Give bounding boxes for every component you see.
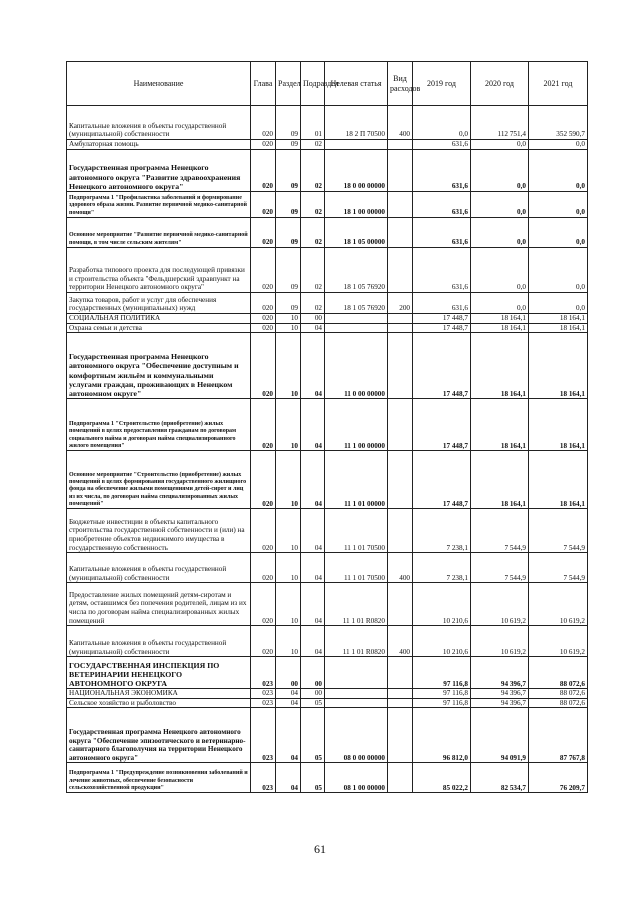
row-subsection: 04	[301, 626, 325, 657]
row-chapter: 020	[251, 399, 276, 451]
row-target: 11 1 00 00000	[325, 399, 388, 451]
row-chapter: 023	[251, 708, 276, 763]
row-exptype: 400	[388, 626, 413, 657]
row-chapter: 020	[251, 451, 276, 509]
row-exptype: 400	[388, 553, 413, 583]
row-exptype	[388, 689, 413, 699]
row-2020: 18 164,1	[471, 314, 529, 324]
row-2021: 0,0	[529, 192, 588, 218]
header-section: Раздел	[276, 62, 301, 106]
row-exptype	[388, 218, 413, 248]
row-2019: 17 448,7	[413, 399, 471, 451]
table-row	[67, 314, 588, 324]
budget-table	[66, 61, 588, 793]
row-subsection: 05	[301, 698, 325, 708]
row-subsection: 04	[301, 451, 325, 509]
row-subsection: 02	[301, 218, 325, 248]
row-chapter: 020	[251, 583, 276, 626]
row-name: Закупка товаров, работ и услуг для обеспечения государственных (муниципальных) нужд	[67, 293, 251, 314]
row-target	[325, 314, 388, 324]
row-section: 10	[276, 583, 301, 626]
row-name: Подпрограмма 1 "Строительство (приобретение) жилых помещений в целях предоставления гражданам по договорам социального найма и договорам найма специализированного жилого помещения"	[67, 399, 251, 451]
row-2019: 17 448,7	[413, 323, 471, 333]
row-name: НАЦИОНАЛЬНАЯ ЭКОНОМИКА	[67, 689, 251, 699]
row-2021: 10 619,2	[529, 626, 588, 657]
row-section: 09	[276, 192, 301, 218]
page-number: 61	[314, 842, 326, 856]
table-row	[67, 150, 588, 192]
row-2021: 18 164,1	[529, 314, 588, 324]
row-name: Государственная программа Ненецкого автономного округа "Развитие здравоохранения Ненецкого автономного округа"	[67, 150, 251, 192]
table-row	[67, 626, 588, 657]
row-2021: 88 072,6	[529, 657, 588, 689]
row-2020: 0,0	[471, 150, 529, 192]
header-2019: 2019 год	[413, 62, 471, 106]
header-target: Целевая статья	[325, 62, 388, 106]
table-row	[67, 698, 588, 708]
row-target: 08 1 00 00000	[325, 763, 388, 793]
row-section: 10	[276, 553, 301, 583]
row-target: 08 0 00 00000	[325, 708, 388, 763]
row-target: 11 1 01 70500	[325, 509, 388, 553]
row-2020: 82 534,7	[471, 763, 529, 793]
row-section: 04	[276, 708, 301, 763]
table-row	[67, 583, 588, 626]
row-subsection: 00	[301, 689, 325, 699]
row-section: 09	[276, 293, 301, 314]
row-2019: 85 022,2	[413, 763, 471, 793]
header-subsection: Подраздел	[301, 62, 325, 106]
table-row	[67, 708, 588, 763]
row-chapter: 020	[251, 150, 276, 192]
row-2020: 18 164,1	[471, 451, 529, 509]
row-section: 10	[276, 509, 301, 553]
row-exptype	[388, 583, 413, 626]
row-2021: 7 544,9	[529, 509, 588, 553]
row-name: Основное мероприятие "Развитие первичной медико-санитарной помощи, в том числе сельским жителям"	[67, 218, 251, 248]
row-target: 18 1 05 76920	[325, 248, 388, 293]
row-2021: 352 590,7	[529, 106, 588, 140]
row-2021: 10 619,2	[529, 583, 588, 626]
row-name: Подпрограмма 1 "Предупреждение возникновения заболеваний и лечение животных, обеспечение безопасности сельскохозяйственной продукции"	[67, 763, 251, 793]
row-name: Капитальные вложения в объекты государственной (муниципальной) собственности	[67, 626, 251, 657]
row-chapter: 020	[251, 509, 276, 553]
table-body	[67, 106, 588, 793]
row-name: Государственная программа Ненецкого автономного округа "Обеспечение эпизоотического и ветеринарно-санитарного благополучия на территории Ненецкого автономного округа"	[67, 708, 251, 763]
row-2021: 18 164,1	[529, 399, 588, 451]
row-name: Амбулаторная помощь	[67, 140, 251, 150]
row-subsection: 04	[301, 583, 325, 626]
row-name: Капитальные вложения в объекты государственной (муниципальной) собственности	[67, 553, 251, 583]
row-subsection: 02	[301, 293, 325, 314]
row-2019: 0,0	[413, 106, 471, 140]
row-name: Бюджетные инвестиции в объекты капитального строительства государственной собственности и (или) на приобретение объектов недвижимого имущества в государственную собственность	[67, 509, 251, 553]
row-target: 11 1 01 00000	[325, 451, 388, 509]
row-2019: 7 238,1	[413, 509, 471, 553]
row-chapter: 020	[251, 293, 276, 314]
row-target: 18 1 00 00000	[325, 192, 388, 218]
row-2020: 0,0	[471, 140, 529, 150]
row-target: 11 1 01 R0820	[325, 626, 388, 657]
row-target	[325, 323, 388, 333]
row-2019: 97 116,8	[413, 689, 471, 699]
row-2020: 0,0	[471, 248, 529, 293]
row-name: Охрана семьи и детства	[67, 323, 251, 333]
table-row	[67, 106, 588, 140]
table-row	[67, 399, 588, 451]
row-name: ГОСУДАРСТВЕННАЯ ИНСПЕКЦИЯ ПО ВЕТЕРИНАРИИ НЕНЕЦКОГО АВТОНОМНОГО ОКРУГА	[67, 657, 251, 689]
row-2019: 10 210,6	[413, 626, 471, 657]
row-name: Разработка типового проекта для последующей привязки и строительства объекта "Фельдшерский здравпункт на территории Ненецкого автономного округа"	[67, 248, 251, 293]
row-exptype	[388, 150, 413, 192]
row-chapter: 023	[251, 763, 276, 793]
row-subsection: 05	[301, 708, 325, 763]
row-2020: 7 544,9	[471, 553, 529, 583]
row-2020: 0,0	[471, 293, 529, 314]
table-row	[67, 553, 588, 583]
row-2019: 96 812,0	[413, 708, 471, 763]
row-subsection: 02	[301, 150, 325, 192]
row-name: Государственная программа Ненецкого автономного округа "Обеспечение доступным и комфортным жильём и коммунальными услугами граждан, проживающих в Ненецком автономном округе"	[67, 333, 251, 399]
row-2019: 631,6	[413, 218, 471, 248]
row-subsection: 04	[301, 553, 325, 583]
row-exptype	[388, 323, 413, 333]
row-exptype	[388, 509, 413, 553]
table-row	[67, 293, 588, 314]
row-subsection: 02	[301, 192, 325, 218]
row-target: 18 1 05 00000	[325, 218, 388, 248]
row-name: СОЦИАЛЬНАЯ ПОЛИТИКА	[67, 314, 251, 324]
row-2021: 0,0	[529, 293, 588, 314]
row-2020: 10 619,2	[471, 626, 529, 657]
table-row	[67, 509, 588, 553]
row-subsection: 00	[301, 657, 325, 689]
row-2019: 7 238,1	[413, 553, 471, 583]
row-section: 04	[276, 698, 301, 708]
row-chapter: 020	[251, 218, 276, 248]
row-subsection: 04	[301, 323, 325, 333]
row-exptype	[388, 763, 413, 793]
row-exptype	[388, 192, 413, 218]
row-2019: 10 210,6	[413, 583, 471, 626]
row-2021: 0,0	[529, 140, 588, 150]
header-2020: 2020 год	[471, 62, 529, 106]
table-row	[67, 689, 588, 699]
row-2020: 94 396,7	[471, 657, 529, 689]
row-chapter: 023	[251, 657, 276, 689]
row-name: Основное мероприятие "Строительство (приобретение) жилых помещений в целях формирования государственного жилищного фонда на обеспечение жилыми помещениями детей-сирот и лиц из их числа, по договорам найма специализированных жилых помещений"	[67, 451, 251, 509]
row-2019: 631,6	[413, 192, 471, 218]
row-2019: 97 116,8	[413, 657, 471, 689]
row-section: 09	[276, 150, 301, 192]
table-row	[67, 323, 588, 333]
row-exptype	[388, 657, 413, 689]
row-chapter: 020	[251, 323, 276, 333]
row-2019: 17 448,7	[413, 451, 471, 509]
table-row	[67, 140, 588, 150]
table-row	[67, 451, 588, 509]
row-chapter: 020	[251, 626, 276, 657]
row-target	[325, 140, 388, 150]
row-exptype	[388, 698, 413, 708]
row-2021: 0,0	[529, 248, 588, 293]
row-2021: 87 767,8	[529, 708, 588, 763]
row-2020: 18 164,1	[471, 399, 529, 451]
row-section: 10	[276, 333, 301, 399]
row-2020: 0,0	[471, 218, 529, 248]
row-chapter: 023	[251, 689, 276, 699]
table-row	[67, 218, 588, 248]
row-2020: 10 619,2	[471, 583, 529, 626]
row-chapter: 020	[251, 553, 276, 583]
row-exptype	[388, 248, 413, 293]
table-row	[67, 657, 588, 689]
row-2021: 0,0	[529, 150, 588, 192]
row-subsection: 04	[301, 399, 325, 451]
row-2021: 18 164,1	[529, 333, 588, 399]
row-2021: 76 209,7	[529, 763, 588, 793]
row-2019: 631,6	[413, 248, 471, 293]
row-subsection: 01	[301, 106, 325, 140]
row-target	[325, 689, 388, 699]
row-section: 09	[276, 140, 301, 150]
row-exptype: 200	[388, 293, 413, 314]
row-2019: 17 448,7	[413, 333, 471, 399]
row-section: 10	[276, 451, 301, 509]
row-exptype	[388, 314, 413, 324]
row-target	[325, 698, 388, 708]
row-exptype	[388, 451, 413, 509]
row-name: Подпрограмма 1 "Профилактика заболеваний и формирование здорового образа жизни. Развитие первичной медико-санитарной помощи"	[67, 192, 251, 218]
row-2021: 7 544,9	[529, 553, 588, 583]
row-section: 10	[276, 626, 301, 657]
row-2019: 97 116,8	[413, 698, 471, 708]
row-2020: 94 091,9	[471, 708, 529, 763]
table-row	[67, 192, 588, 218]
row-2020: 18 164,1	[471, 333, 529, 399]
row-2019: 631,6	[413, 150, 471, 192]
row-2019: 631,6	[413, 140, 471, 150]
header-chapter: Глава	[251, 62, 276, 106]
row-2020: 0,0	[471, 192, 529, 218]
row-2021: 18 164,1	[529, 451, 588, 509]
row-subsection: 00	[301, 314, 325, 324]
row-exptype	[388, 399, 413, 451]
row-exptype	[388, 140, 413, 150]
table-row	[67, 333, 588, 399]
row-target: 18 0 00 00000	[325, 150, 388, 192]
row-subsection: 02	[301, 140, 325, 150]
row-name: Капитальные вложения в объекты государственной (муниципальной) собственности	[67, 106, 251, 140]
row-target: 11 1 01 70500	[325, 553, 388, 583]
row-2021: 18 164,1	[529, 323, 588, 333]
row-section: 04	[276, 763, 301, 793]
table-header-row	[67, 62, 588, 106]
row-section: 09	[276, 248, 301, 293]
row-subsection: 04	[301, 509, 325, 553]
row-target: 18 2 П 70500	[325, 106, 388, 140]
row-name: Предоставление жилых помещений детям-сиротам и детям, оставшимся без попечения родителей, лицам из их числа по договорам найма специализированных жилых помещений	[67, 583, 251, 626]
row-2020: 94 396,7	[471, 698, 529, 708]
row-2020: 7 544,9	[471, 509, 529, 553]
row-chapter: 020	[251, 248, 276, 293]
row-target: 18 1 05 76920	[325, 293, 388, 314]
row-chapter: 020	[251, 333, 276, 399]
row-subsection: 04	[301, 333, 325, 399]
row-chapter: 020	[251, 140, 276, 150]
row-section: 04	[276, 689, 301, 699]
row-2020: 18 164,1	[471, 323, 529, 333]
row-2019: 17 448,7	[413, 314, 471, 324]
header-name: Наименование	[67, 62, 251, 106]
header-exptype: Вид расходов	[388, 62, 413, 106]
row-target: 11 1 01 R0820	[325, 583, 388, 626]
row-target: 11 0 00 00000	[325, 333, 388, 399]
row-chapter: 020	[251, 106, 276, 140]
row-2020: 112 751,4	[471, 106, 529, 140]
row-exptype	[388, 708, 413, 763]
row-section: 10	[276, 399, 301, 451]
row-section: 09	[276, 218, 301, 248]
row-exptype	[388, 333, 413, 399]
row-subsection: 02	[301, 248, 325, 293]
row-section: 10	[276, 323, 301, 333]
header-2021: 2021 год	[529, 62, 588, 106]
row-2021: 0,0	[529, 218, 588, 248]
row-target	[325, 657, 388, 689]
table-row	[67, 248, 588, 293]
row-name: Сельское хозяйство и рыболовство	[67, 698, 251, 708]
row-chapter: 020	[251, 192, 276, 218]
row-subsection: 05	[301, 763, 325, 793]
table-row	[67, 763, 588, 793]
row-2020: 94 396,7	[471, 689, 529, 699]
row-exptype: 400	[388, 106, 413, 140]
row-2019: 631,6	[413, 293, 471, 314]
row-section: 09	[276, 106, 301, 140]
row-2021: 88 072,6	[529, 689, 588, 699]
row-2021: 88 072,6	[529, 698, 588, 708]
row-section: 00	[276, 657, 301, 689]
row-section: 10	[276, 314, 301, 324]
row-chapter: 020	[251, 314, 276, 324]
row-chapter: 023	[251, 698, 276, 708]
